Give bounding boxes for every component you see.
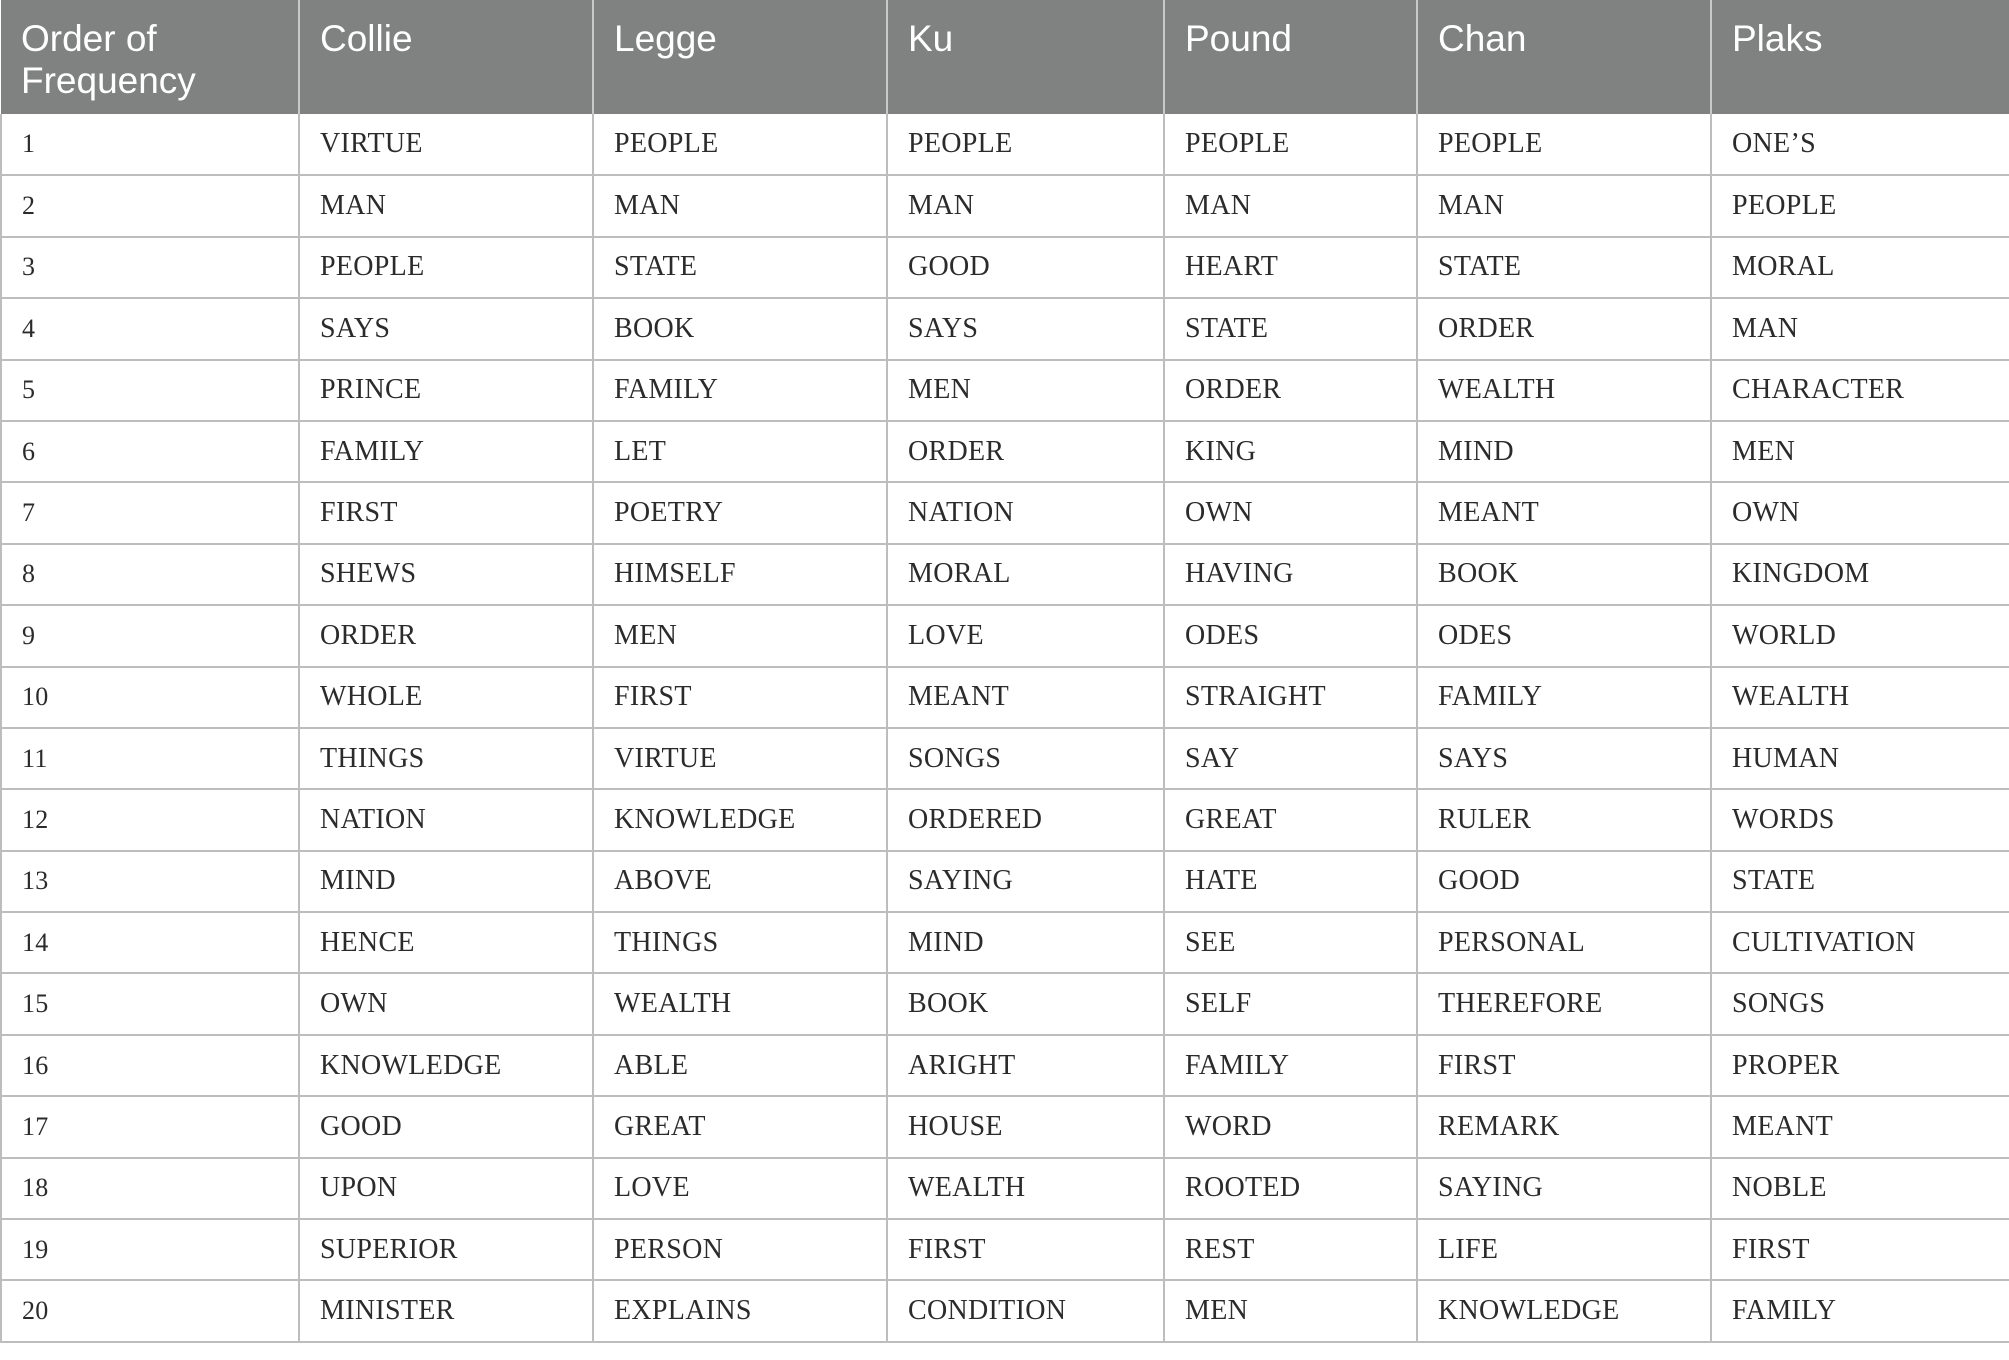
cell-rank: 11	[1, 728, 299, 789]
cell-rank: 1	[1, 114, 299, 175]
cell-ku: SAYING	[887, 851, 1164, 912]
cell-ku: MEANT	[887, 667, 1164, 728]
cell-ku: MORAL	[887, 544, 1164, 605]
cell-plaks: WORLD	[1711, 605, 2009, 666]
cell-chan: SAYS	[1417, 728, 1711, 789]
cell-pound: SEE	[1164, 912, 1417, 973]
cell-rank: 10	[1, 667, 299, 728]
cell-plaks: STATE	[1711, 851, 2009, 912]
cell-legge: FAMILY	[593, 360, 887, 421]
cell-collie: SHEWS	[299, 544, 593, 605]
cell-collie: PEOPLE	[299, 237, 593, 298]
cell-legge: HIMSELF	[593, 544, 887, 605]
cell-legge: STATE	[593, 237, 887, 298]
cell-collie: FAMILY	[299, 421, 593, 482]
cell-plaks: PEOPLE	[1711, 175, 2009, 236]
cell-pound: HAVING	[1164, 544, 1417, 605]
cell-rank: 6	[1, 421, 299, 482]
cell-ku: MEN	[887, 360, 1164, 421]
cell-pound: FAMILY	[1164, 1035, 1417, 1096]
cell-rank: 12	[1, 789, 299, 850]
table-row	[1, 973, 2009, 1034]
cell-rank: 16	[1, 1035, 299, 1096]
table-row	[1, 1158, 2009, 1219]
cell-collie: VIRTUE	[299, 114, 593, 175]
cell-collie: THINGS	[299, 728, 593, 789]
header-plaks: Plaks	[1711, 0, 2009, 114]
cell-rank: 5	[1, 360, 299, 421]
cell-plaks: CULTIVATION	[1711, 912, 2009, 973]
cell-collie: SUPERIOR	[299, 1219, 593, 1280]
cell-chan: WEALTH	[1417, 360, 1711, 421]
cell-chan: KNOWLEDGE	[1417, 1280, 1711, 1341]
cell-legge: BOOK	[593, 298, 887, 359]
cell-collie: WHOLE	[299, 667, 593, 728]
cell-ku: ARIGHT	[887, 1035, 1164, 1096]
table-row	[1, 175, 2009, 236]
cell-plaks: HUMAN	[1711, 728, 2009, 789]
cell-ku: NATION	[887, 482, 1164, 543]
cell-chan: FAMILY	[1417, 667, 1711, 728]
cell-pound: MAN	[1164, 175, 1417, 236]
table-row	[1, 114, 2009, 175]
header-pound: Pound	[1164, 0, 1417, 114]
cell-pound: HATE	[1164, 851, 1417, 912]
cell-legge: KNOWLEDGE	[593, 789, 887, 850]
cell-collie: MINISTER	[299, 1280, 593, 1341]
cell-rank: 19	[1, 1219, 299, 1280]
cell-ku: ORDERED	[887, 789, 1164, 850]
cell-plaks: MEN	[1711, 421, 2009, 482]
cell-chan: MIND	[1417, 421, 1711, 482]
table-row	[1, 482, 2009, 543]
cell-chan: THEREFORE	[1417, 973, 1711, 1034]
cell-chan: MAN	[1417, 175, 1711, 236]
cell-chan: ODES	[1417, 605, 1711, 666]
cell-legge: PERSON	[593, 1219, 887, 1280]
cell-ku: SONGS	[887, 728, 1164, 789]
cell-rank: 13	[1, 851, 299, 912]
header-row	[1, 0, 2009, 114]
cell-rank: 3	[1, 237, 299, 298]
table-row	[1, 237, 2009, 298]
cell-ku: LOVE	[887, 605, 1164, 666]
cell-rank: 17	[1, 1096, 299, 1157]
cell-pound: STRAIGHT	[1164, 667, 1417, 728]
cell-rank: 8	[1, 544, 299, 605]
header-legge: Legge	[593, 0, 887, 114]
cell-pound: SELF	[1164, 973, 1417, 1034]
cell-chan: MEANT	[1417, 482, 1711, 543]
cell-plaks: OWN	[1711, 482, 2009, 543]
cell-rank: 14	[1, 912, 299, 973]
table-row	[1, 728, 2009, 789]
cell-legge: POETRY	[593, 482, 887, 543]
table-row	[1, 789, 2009, 850]
cell-legge: FIRST	[593, 667, 887, 728]
cell-chan: REMARK	[1417, 1096, 1711, 1157]
cell-collie: SAYS	[299, 298, 593, 359]
table-row	[1, 421, 2009, 482]
table-row	[1, 605, 2009, 666]
cell-plaks: MEANT	[1711, 1096, 2009, 1157]
cell-legge: WEALTH	[593, 973, 887, 1034]
table-row	[1, 1219, 2009, 1280]
cell-legge: EXPLAINS	[593, 1280, 887, 1341]
cell-legge: LOVE	[593, 1158, 887, 1219]
cell-pound: OWN	[1164, 482, 1417, 543]
cell-ku: MAN	[887, 175, 1164, 236]
table-body	[1, 114, 2009, 1342]
cell-pound: STATE	[1164, 298, 1417, 359]
cell-chan: PERSONAL	[1417, 912, 1711, 973]
cell-chan: PEOPLE	[1417, 114, 1711, 175]
cell-rank: 9	[1, 605, 299, 666]
cell-plaks: FIRST	[1711, 1219, 2009, 1280]
cell-pound: WORD	[1164, 1096, 1417, 1157]
cell-plaks: FAMILY	[1711, 1280, 2009, 1341]
cell-legge: GREAT	[593, 1096, 887, 1157]
cell-collie: ORDER	[299, 605, 593, 666]
cell-plaks: WORDS	[1711, 789, 2009, 850]
cell-legge: THINGS	[593, 912, 887, 973]
cell-ku: FIRST	[887, 1219, 1164, 1280]
cell-collie: FIRST	[299, 482, 593, 543]
cell-pound: ROOTED	[1164, 1158, 1417, 1219]
header-chan: Chan	[1417, 0, 1711, 114]
cell-pound: ODES	[1164, 605, 1417, 666]
cell-ku: HOUSE	[887, 1096, 1164, 1157]
table-row	[1, 298, 2009, 359]
cell-rank: 18	[1, 1158, 299, 1219]
cell-chan: ORDER	[1417, 298, 1711, 359]
table-row	[1, 1035, 2009, 1096]
cell-pound: ORDER	[1164, 360, 1417, 421]
cell-collie: UPON	[299, 1158, 593, 1219]
cell-chan: LIFE	[1417, 1219, 1711, 1280]
cell-plaks: KINGDOM	[1711, 544, 2009, 605]
cell-plaks: ONE’S	[1711, 114, 2009, 175]
cell-ku: MIND	[887, 912, 1164, 973]
cell-collie: MIND	[299, 851, 593, 912]
cell-collie: NATION	[299, 789, 593, 850]
table-row	[1, 1280, 2009, 1341]
cell-rank: 4	[1, 298, 299, 359]
cell-ku: BOOK	[887, 973, 1164, 1034]
cell-plaks: CHARACTER	[1711, 360, 2009, 421]
table-row	[1, 851, 2009, 912]
cell-rank: 15	[1, 973, 299, 1034]
cell-legge: LET	[593, 421, 887, 482]
cell-chan: STATE	[1417, 237, 1711, 298]
cell-ku: PEOPLE	[887, 114, 1164, 175]
cell-pound: KING	[1164, 421, 1417, 482]
cell-rank: 2	[1, 175, 299, 236]
cell-collie: PRINCE	[299, 360, 593, 421]
cell-collie: OWN	[299, 973, 593, 1034]
cell-legge: VIRTUE	[593, 728, 887, 789]
table-row	[1, 667, 2009, 728]
cell-legge: MAN	[593, 175, 887, 236]
cell-pound: REST	[1164, 1219, 1417, 1280]
cell-rank: 20	[1, 1280, 299, 1341]
cell-ku: WEALTH	[887, 1158, 1164, 1219]
cell-pound: HEART	[1164, 237, 1417, 298]
cell-collie: KNOWLEDGE	[299, 1035, 593, 1096]
table-row	[1, 1096, 2009, 1157]
cell-chan: BOOK	[1417, 544, 1711, 605]
cell-ku: ORDER	[887, 421, 1164, 482]
cell-collie: GOOD	[299, 1096, 593, 1157]
cell-plaks: MAN	[1711, 298, 2009, 359]
cell-plaks: PROPER	[1711, 1035, 2009, 1096]
table-row	[1, 544, 2009, 605]
cell-pound: PEOPLE	[1164, 114, 1417, 175]
table-header	[1, 0, 2009, 114]
cell-plaks: SONGS	[1711, 973, 2009, 1034]
cell-chan: GOOD	[1417, 851, 1711, 912]
cell-pound: MEN	[1164, 1280, 1417, 1341]
header-collie: Collie	[299, 0, 593, 114]
cell-chan: SAYING	[1417, 1158, 1711, 1219]
cell-pound: GREAT	[1164, 789, 1417, 850]
table-row	[1, 360, 2009, 421]
cell-rank: 7	[1, 482, 299, 543]
cell-plaks: NOBLE	[1711, 1158, 2009, 1219]
cell-collie: HENCE	[299, 912, 593, 973]
cell-ku: CONDITION	[887, 1280, 1164, 1341]
cell-plaks: WEALTH	[1711, 667, 2009, 728]
header-order-of-frequency: Order of Frequency	[1, 0, 299, 114]
header-ku: Ku	[887, 0, 1164, 114]
cell-chan: FIRST	[1417, 1035, 1711, 1096]
cell-legge: MEN	[593, 605, 887, 666]
cell-legge: ABOVE	[593, 851, 887, 912]
cell-ku: GOOD	[887, 237, 1164, 298]
table-row	[1, 912, 2009, 973]
cell-legge: ABLE	[593, 1035, 887, 1096]
cell-legge: PEOPLE	[593, 114, 887, 175]
cell-collie: MAN	[299, 175, 593, 236]
cell-chan: RULER	[1417, 789, 1711, 850]
cell-ku: SAYS	[887, 298, 1164, 359]
cell-pound: SAY	[1164, 728, 1417, 789]
cell-plaks: MORAL	[1711, 237, 2009, 298]
